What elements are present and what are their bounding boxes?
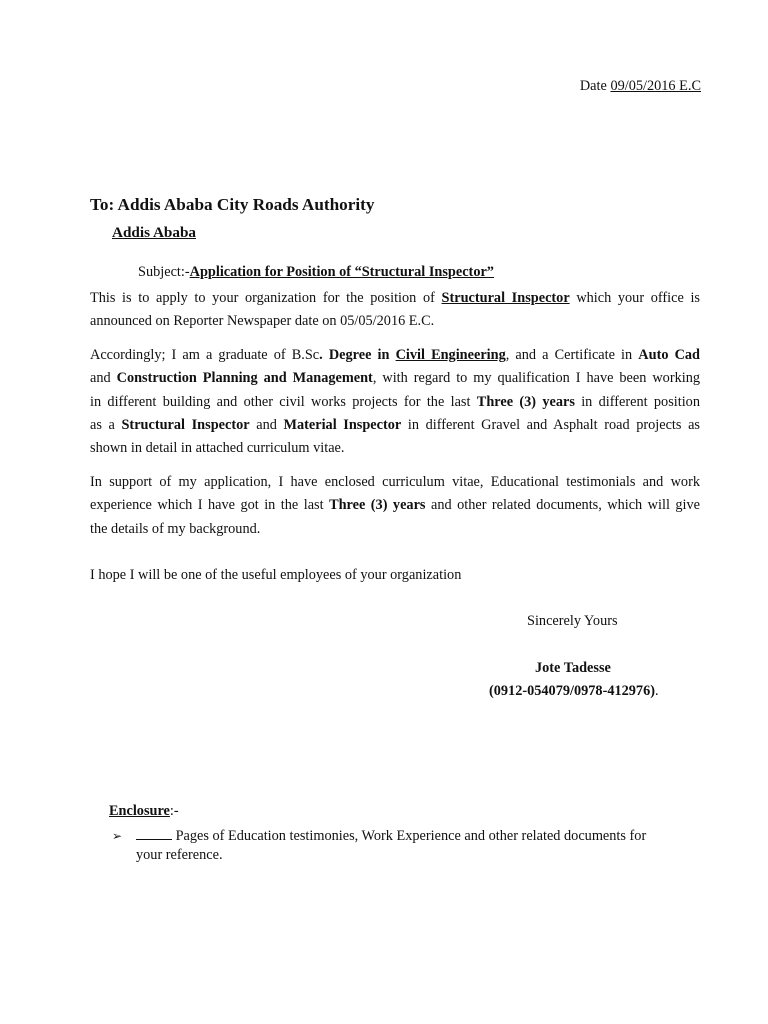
paragraph-intro (90, 287, 700, 334)
position-title: Material Inspector (283, 416, 402, 433)
paragraph-qualifications (90, 344, 700, 460)
paragraph-line (90, 414, 700, 437)
date-value: 09/05/2016 E.C (610, 78, 701, 94)
paragraph-line (90, 391, 700, 414)
experience-years: Three (3) years (329, 497, 426, 514)
enclosure-title: Enclosure (109, 803, 170, 819)
recipient-city: Addis Ababa (112, 224, 196, 241)
paragraph-line (136, 827, 692, 846)
letter-date (580, 78, 701, 95)
enclosure-list-item (112, 827, 692, 865)
paragraph-line: shown in detail in attached curriculum vitae. (90, 440, 345, 457)
position-title: Structural Inspector (441, 290, 570, 306)
paragraph-line: the details of my background. (90, 520, 261, 537)
paragraph-line: your reference. (136, 847, 223, 863)
signer-phone (489, 683, 659, 700)
phone-number: (0912-054079/0978-412976) (489, 683, 655, 699)
text-run: Accordingly; I am a graduate of B.Sc (90, 347, 320, 363)
text-run: Pages of Education testimonies, Work Experience and other related documents for (175, 828, 647, 844)
certificate-name: Auto Cad (638, 347, 701, 363)
paragraph-line (90, 287, 700, 310)
text-run: . (655, 683, 659, 699)
text-run: in different position (581, 393, 700, 410)
date-label: Date (579, 78, 607, 94)
text-run: as a (90, 416, 115, 433)
subject-text: Application for Position of “Structural Inspector” (189, 264, 494, 280)
paragraph-enclosed-docs (90, 471, 700, 541)
position-title: Structural Inspector (121, 416, 250, 433)
recipient-line: To: Addis Ababa City Roads Authority (90, 195, 375, 214)
paragraph-line: In support of my application, I have enclosed curriculum vitae, Educational testimonials and work (90, 474, 700, 490)
certificate-name: Construction Planning and Management (116, 370, 373, 387)
enclosure-item-text (136, 827, 692, 865)
text-run: which your office is (576, 290, 700, 306)
text-run: , and a Certificate in (505, 347, 633, 363)
text-run: and (90, 370, 111, 387)
arrow-bullet-icon: ➢ (112, 829, 123, 843)
text-run: , with regard to my qualification I have been working (372, 370, 701, 387)
closing-salutation: Sincerely Yours (527, 613, 618, 629)
field-of-study: Civil Engineering (395, 347, 506, 363)
paragraph-line (90, 367, 700, 390)
paragraph-line: announced on Reporter Newspaper date on 05/05/2016 E.C. (90, 313, 435, 330)
signer-name: Jote Tadesse (535, 660, 611, 676)
text-run: experience which I have got in the last (90, 497, 324, 514)
enclosure-heading (109, 803, 179, 820)
text-run: in different Gravel and Asphalt road projects as (407, 416, 700, 433)
text-run: and other related documents, which will give (430, 497, 700, 514)
text-run: This is to apply to your organization for the position of (90, 290, 435, 306)
text-run: :- (169, 803, 179, 819)
degree-text: . Degree in (319, 347, 390, 363)
blank-line (136, 827, 172, 840)
text-run: and (256, 416, 277, 433)
text-run: in different building and other civil works projects for the last (90, 393, 471, 410)
paragraph-line (90, 344, 700, 367)
experience-years: Three (3) years (476, 393, 575, 410)
subject-line (138, 264, 494, 281)
subject-label: Subject:- (138, 264, 190, 280)
paragraph-closing-hope: I hope I will be one of the useful employees of your organization (90, 567, 462, 583)
paragraph-line (90, 494, 700, 517)
